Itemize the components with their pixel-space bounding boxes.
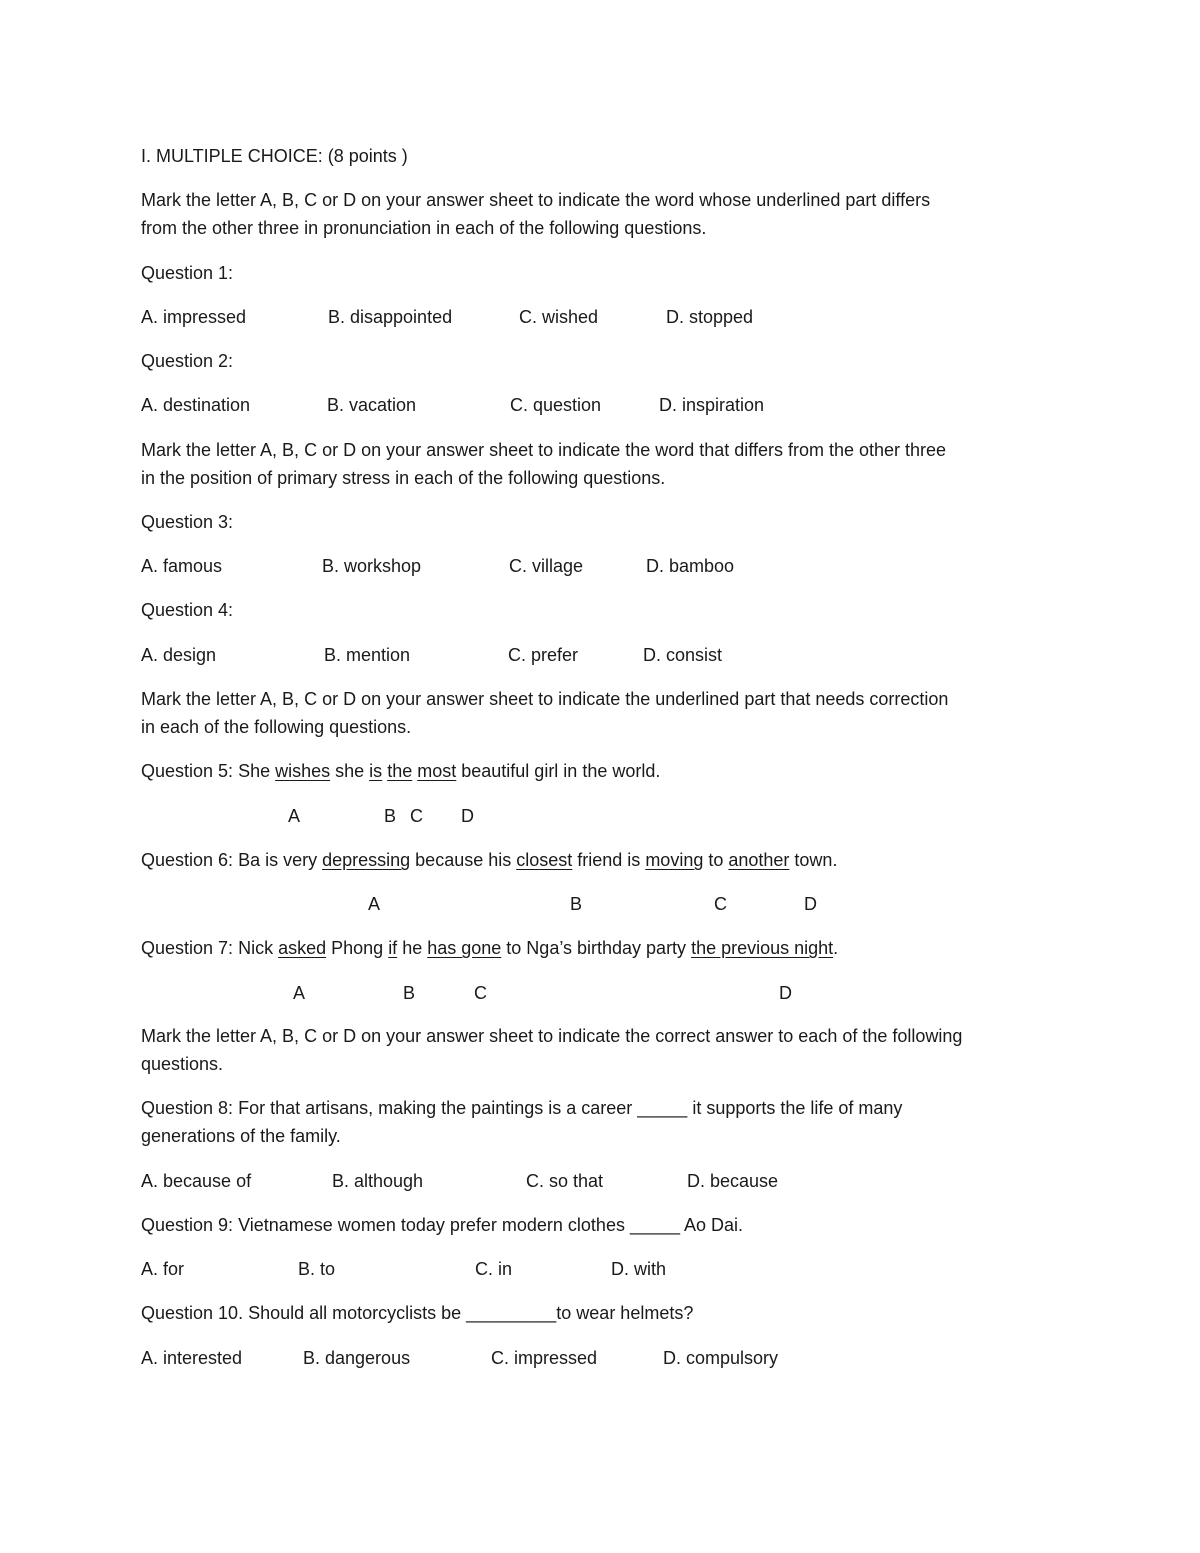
q8-option-b: B. although [332,1171,424,1191]
q2-option-c: C. question [510,395,602,415]
question-8-line-2: generations of the family. [141,1126,341,1146]
q5-underlined-c: the [387,761,413,781]
question-8-label: Question 8: [141,1098,234,1118]
q1-option-d: D. stopped [666,307,754,327]
question-8-line-1 [141,1096,902,1120]
q6-text: Ba is very [238,850,323,870]
q4-option-d: D. consist [643,645,723,665]
q1-option-c: C. wished [519,307,599,327]
q6-underlined-c: moving [645,850,704,870]
q10-option-b: B. dangerous [303,1348,411,1368]
q7-underlined-d: the previous night [691,938,834,958]
instruction-stress-line-1: Mark the letter A, B, C or D on your answer sheet to indicate the word that differs from the other three [141,440,947,460]
q7-letter-a: A [293,983,306,1003]
q7-text: . [833,938,839,958]
q4-option-c: C. prefer [508,645,579,665]
q9-option-a: A. for [141,1259,185,1279]
q6-text: friend is [572,850,646,870]
q2-option-b: B. vacation [327,395,417,415]
q7-text: to Nga’s birthday party [501,938,692,958]
question-9-label: Question 9: [141,1215,234,1235]
q7-letter-c: C [474,983,487,1003]
question-9 [141,1213,743,1237]
q9-text: Vietnamese women today prefer modern clothes _____ Ao Dai. [238,1215,744,1235]
q10-option-a: A. interested [141,1348,243,1368]
q8-option-c: C. so that [526,1171,604,1191]
q5-underlined-a: wishes [275,761,331,781]
q6-letter-d: D [804,894,817,914]
instruction-pronunciation-line-1: Mark the letter A, B, C or D on your answer sheet to indicate the word whose underlined part differs [141,190,931,210]
q7-underlined-c: has gone [427,938,502,958]
q5-text: beautiful girl in the world. [456,761,661,781]
q3-option-c: C. village [509,556,584,576]
q2-option-d: D. inspiration [659,395,765,415]
q7-letter-b: B [403,983,416,1003]
instruction-answer-line-1: Mark the letter A, B, C or D on your answer sheet to indicate the correct answer to each of the following [141,1026,963,1046]
q9-option-b: B. to [298,1259,336,1279]
question-4-label: Question 4: [141,600,234,620]
q1-option-b: B. disappointed [328,307,453,327]
q6-underlined-b: closest [516,850,573,870]
q7-text: he [397,938,428,958]
instruction-answer-line-2: questions. [141,1054,224,1074]
q7-underlined-a: asked [278,938,327,958]
q1-option-a: A. impressed [141,307,247,327]
q5-text: she [330,761,370,781]
q5-letter-a: A [288,806,301,826]
q5-letter-c: C [410,806,423,826]
q5-text: She [238,761,276,781]
question-10 [141,1301,693,1325]
question-5 [141,759,660,783]
q5-underlined-d: most [417,761,457,781]
q8-option-d: D. because [687,1171,779,1191]
q7-text: Phong [326,938,389,958]
q8-option-a: A. because of [141,1171,252,1191]
q5-letter-b: B [384,806,397,826]
section-title: I. MULTIPLE CHOICE: (8 points ) [141,146,408,166]
q7-underlined-b: if [388,938,398,958]
q10-option-c: C. impressed [491,1348,598,1368]
q3-option-a: A. famous [141,556,223,576]
instruction-correction-line-2: in each of the following questions. [141,717,412,737]
q6-letter-a: A [368,894,381,914]
q5-letter-d: D [461,806,474,826]
q2-option-a: A. destination [141,395,251,415]
q7-letter-d: D [779,983,792,1003]
q9-option-d: D. with [611,1259,667,1279]
question-2-label: Question 2: [141,351,234,371]
q6-underlined-d: another [728,850,790,870]
question-7 [141,936,838,960]
q9-option-c: C. in [475,1259,513,1279]
q8-text: For that artisans, making the paintings is a career _____ it supports the life of many [238,1098,903,1118]
q6-underlined-a: depressing [322,850,411,870]
q4-option-b: B. mention [324,645,411,665]
q3-option-b: B. workshop [322,556,422,576]
q6-text: to [703,850,729,870]
q10-option-d: D. compulsory [663,1348,779,1368]
question-5-label: Question 5: [141,761,234,781]
question-6-label: Question 6: [141,850,234,870]
q6-text: town. [789,850,838,870]
q6-letter-b: B [570,894,583,914]
q4-option-a: A. design [141,645,217,665]
instruction-correction-line-1: Mark the letter A, B, C or D on your answer sheet to indicate the underlined part that needs correction [141,689,949,709]
question-3-label: Question 3: [141,512,234,532]
q6-letter-c: C [714,894,727,914]
instruction-stress-line-2: in the position of primary stress in each of the following questions. [141,468,666,488]
q5-underlined-b: is [369,761,383,781]
instruction-pronunciation-line-2: from the other three in pronunciation in each of the following questions. [141,218,707,238]
question-6 [141,848,837,872]
q3-option-d: D. bamboo [646,556,735,576]
q6-text: because his [410,850,517,870]
question-10-label: Question 10. [141,1303,244,1323]
q7-text: Nick [238,938,279,958]
question-1-label: Question 1: [141,263,234,283]
question-7-label: Question 7: [141,938,234,958]
q10-text: Should all motorcyclists be _________to wear helmets? [248,1303,694,1323]
